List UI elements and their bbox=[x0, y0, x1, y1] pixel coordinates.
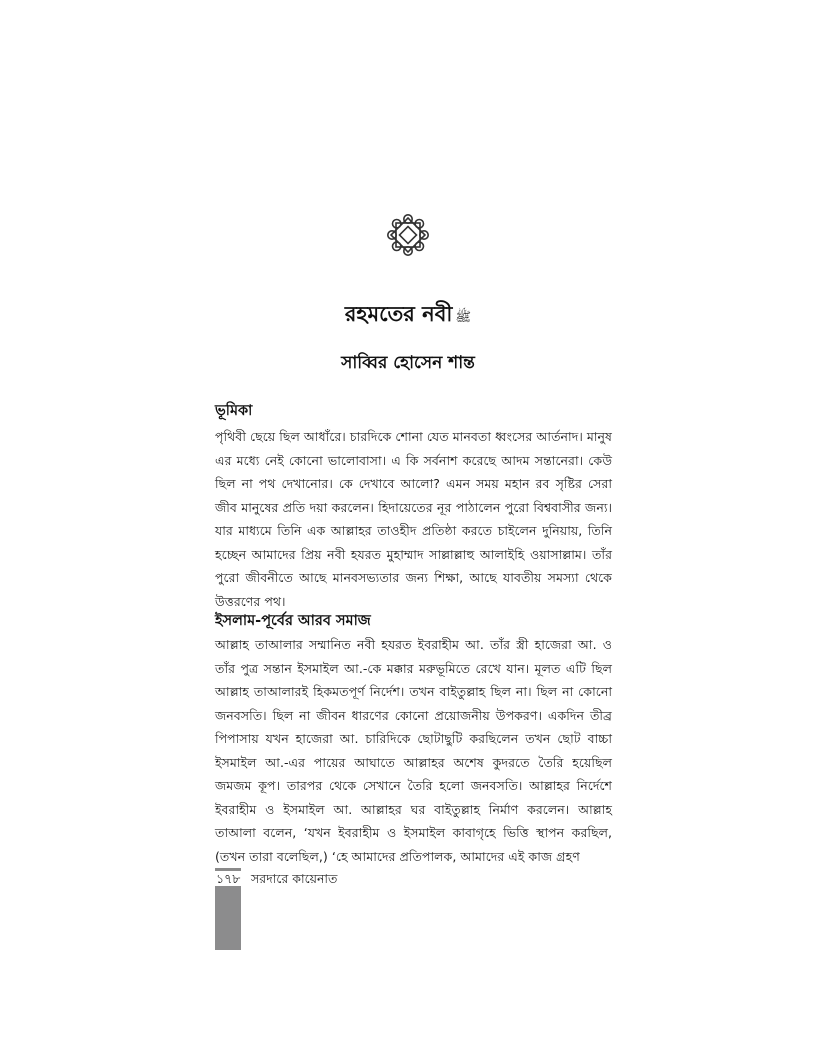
page-title bbox=[0, 298, 816, 333]
section-body-intro: পৃথিবী ছেয়ে ছিল আধাঁরে। চারদিকে শোনা যেত মানবতা ধ্বংসের আর্তনাদ। মানুষ এর মধ্যে নেই কোনো ভালোবাসা। এ কি সর্বনাশ করেছে আদম সন্তানেরা। কেউ ছিল না পথ দেখানোর। কে দেখাবে আলো? এমন সময় মহান রব সৃষ্টির সেরা জীব মানুষের প্রতি দয়া করলেন। হিদায়েতের নূর পাঠালেন পুরো বিশ্ববাসীর জন্য। যার মাধ্যমে তিনি এক আল্লাহর তাওহীদ প্রতিষ্ঠা করতে চাইলেন দুনিয়ায়, তিনি হচ্ছেন আমাদের প্রিয় নবী হযরত মুহাম্মাদ সাল্লাল্লাহু আলাইহি ওয়াসাল্লাম। তাঁর পুরো জীবনীতে আছে মানবসভ্যতার জন্য শিক্ষা, আছে যাবতীয় সমস্যা থেকে উত্তরণের পথ। bbox=[215, 429, 612, 609]
section-body-pre-islam: আল্লাহ তাআলার সম্মানিত নবী হযরত ইবরাহীম আ. তাঁর স্ত্রী হাজেরা আ. ও তাঁর পুত্র সন্তান ইসমাইল আ.-কে মক্কার মরুভূমিতে রেখে যান। মূলত এটি ছিল আল্লাহ তাআলারই হিকমতপূর্ণ নির্দেশ। তখন বাইতুল্লাহ ছিল না। ছিল না কোনো জনবসতি। ছিল না জীবন ধারণের কোনো প্রয়োজনীয় উপকরণ। একদিন তীব্র পিপাসায় যখন হাজেরা আ. চারিদিকে ছোটাছুটি করছিলেন তখন ছোট বাচ্চা ইসমাইল আ.-এর পায়ের আঘাতে আল্লাহর অশেষ কুদরতে তৈরি হয়েছিল জমজম কূপ। তারপর থেকে সেখানে তৈরি হলো জনবসতি। আল্লাহর নির্দেশে ইবরাহীম ও ইসমাইল আ. আল্লাহর ঘর বাইতুল্লাহ নির্মাণ করলেন। আল্লাহ তাআলা বলেন, ‘যখন ইবরাহীম ও ইসমাইল কাবাগৃহে ভিত্তি স্থাপন করছিল, (তখন তারা বলেছিল,) ‘হে আমাদের প্রতিপালক, আমাদের এই কাজ গ্রহণ bbox=[215, 637, 612, 864]
octagonal-star-ornament-icon bbox=[386, 213, 430, 257]
author-name: সাব্বির হোসেন শান্ত bbox=[341, 353, 475, 373]
title-text: রহমতের নবী bbox=[344, 302, 453, 326]
footer-tab-bar bbox=[215, 886, 241, 950]
section-heading-intro: ভূমিকা bbox=[215, 403, 253, 419]
running-footer-title: সরদারে কায়েনাত bbox=[251, 871, 338, 886]
section-heading-pre-islam: ইসলাম-পূর্বের আরব সমাজ bbox=[215, 613, 371, 629]
honorific-glyph: ﷺ bbox=[455, 310, 472, 325]
page-number: ১৭৮ bbox=[216, 871, 241, 886]
